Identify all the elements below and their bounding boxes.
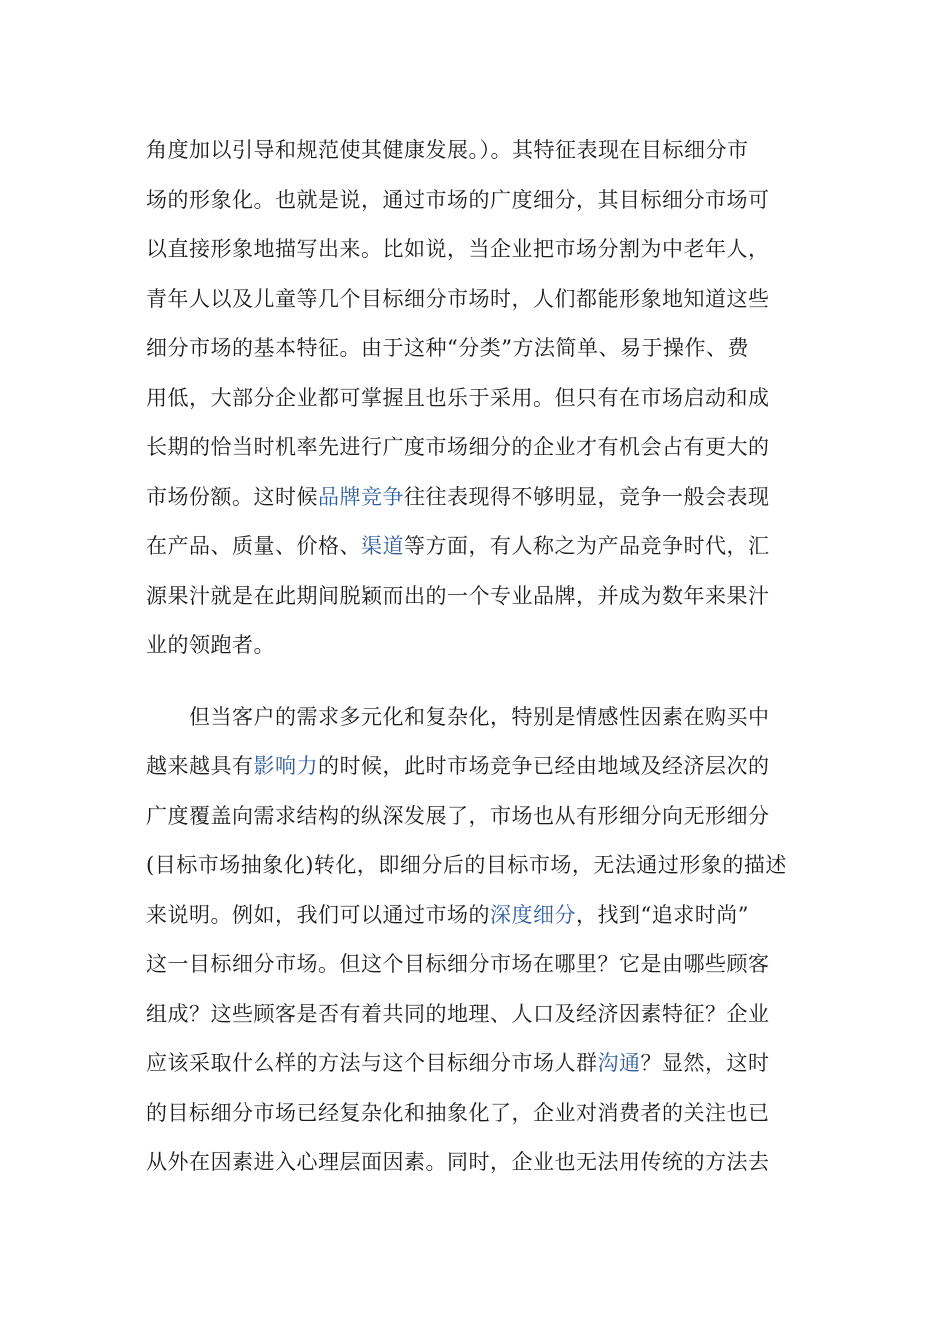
text-line: 这一目标细分市场。但这个目标细分市场在哪里？它是由哪些顾客: [146, 952, 770, 976]
text-line: 长期的恰当时机率先进行广度市场细分的企业才有机会占有更大的: [146, 435, 770, 459]
paragraph-1: [146, 126, 818, 671]
text-line: [146, 522, 818, 572]
text-line: [146, 891, 818, 941]
link-deep-segmentation[interactable]: 深度细分: [490, 902, 576, 927]
text-line: 源果汁就是在此期间脱颖而出的一个专业品牌，并成为数年来果汁: [146, 583, 770, 608]
paragraph-gap: [146, 671, 818, 693]
text-line: 角度加以引导和规范使其健康发展。）。其特征表现在目标细分市: [146, 138, 749, 162]
link-channel[interactable]: 渠道: [361, 534, 404, 558]
text-line: 的目标细分市场已经复杂化和抽象化了，企业对消费者的关注也已: [146, 1100, 770, 1125]
text-line: 但当客户的需求多元化和复杂化，特别是情感性因素在购买中: [189, 704, 770, 729]
text-span: 在产品、质量、价格、: [146, 534, 361, 558]
text-line: 从外在因素进入心理层面因素。同时，企业也无法用传统的方法去: [146, 1150, 770, 1174]
text-line: 广度覆盖向需求结构的纵深发展了，市场也从有形细分向无形细分: [146, 803, 770, 828]
text-span: 来说明。例如，我们可以通过市场的: [146, 902, 490, 927]
link-influence[interactable]: 影响力: [253, 754, 318, 778]
document-body: [146, 126, 818, 1188]
text-span: ？显然，这时: [640, 1051, 770, 1075]
text-line: 业的领跑者。: [146, 633, 275, 657]
text-span: 等方面，有人称之为产品竞争时代，汇: [404, 534, 770, 558]
text-line: 场的形象化。也就是说，通过市场的广度细分，其目标细分市场可: [146, 187, 770, 212]
text-line: 青年人以及儿童等几个目标细分市场时，人们都能形象地知道这些: [146, 286, 770, 311]
text-line: [146, 473, 818, 523]
text-line: 细分市场的基本特征。由于这种“分类”方法简单、易于操作、费: [146, 336, 749, 360]
text-line: (目标市场抽象化)转化，即细分后的目标市场，无法通过形象的描述: [146, 853, 787, 877]
text-span: 应该采取什么样的方法与这个目标细分市场人群: [146, 1051, 598, 1075]
text-span: ，找到“追求时尚”: [576, 902, 749, 927]
text-span: 往往表现得不够明显，竞争一般会表现: [404, 484, 770, 509]
text-span: 市场份额。这时候: [146, 484, 318, 509]
text-line: [146, 1039, 818, 1089]
text-line: 组成？这些顾客是否有着共同的地理、人口及经济因素特征？企业: [146, 1001, 770, 1026]
text-line: 以直接形象地描写出来。比如说，当企业把市场分割为中老年人，: [146, 237, 770, 261]
text-span: 越来越具有: [146, 754, 254, 778]
link-communication[interactable]: 沟通: [597, 1051, 641, 1075]
text-line: [146, 742, 818, 792]
paragraph-2: [146, 693, 818, 1188]
link-brand-competition[interactable]: 品牌竞争: [318, 484, 404, 509]
text-span: 的时候，此时市场竞争已经由地域及经济层次的: [318, 754, 770, 778]
text-line: 用低，大部分企业都可掌握且也乐于采用。但只有在市场启动和成: [146, 385, 770, 410]
